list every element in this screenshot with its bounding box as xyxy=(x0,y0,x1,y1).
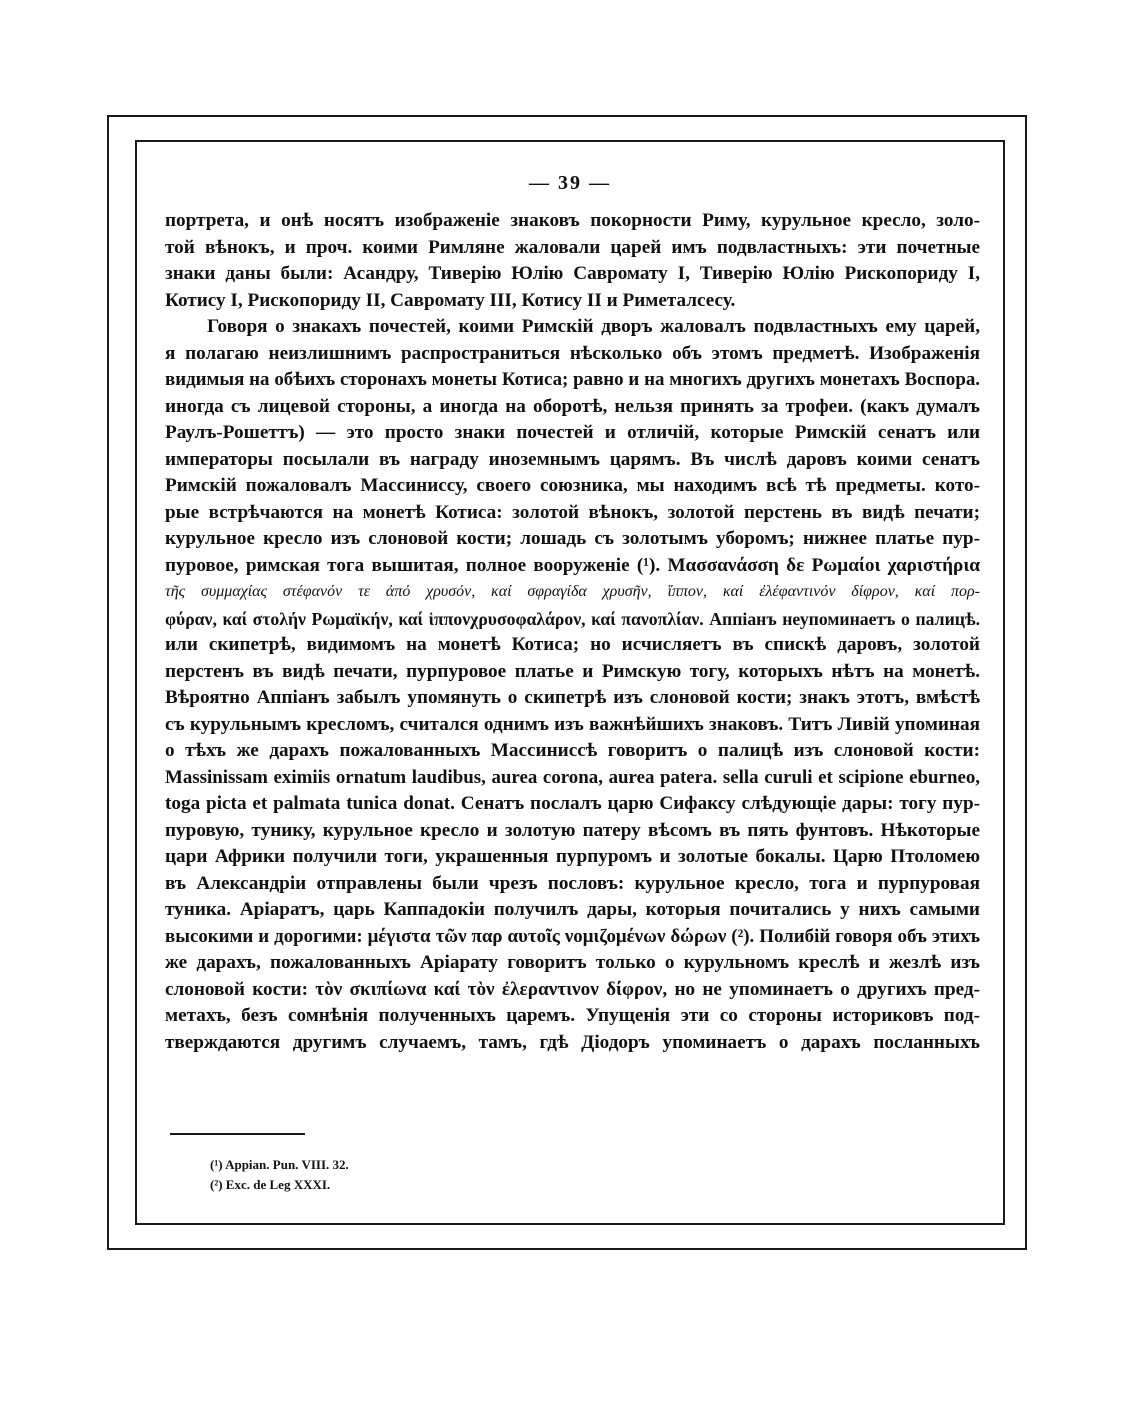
text-line: пуровое, римская тога вышитая, полное вооруженіе (¹). Μασσανάσση δε Ρωμαίοι χαριστήρια xyxy=(165,554,980,576)
text-line: Говоря о знакахъ почестей, коими Римскій дворъ жаловалъ подвластныхъ ему царей, xyxy=(207,316,980,337)
text-line: же дарахъ, пожалованныхъ Аріарату говоритъ только о курульномъ креслѣ и жезлѣ изъ xyxy=(165,952,980,973)
text-line: τῆς συμμαχίας στέφανόν τε ἀπό χρυσόν, καί σφραγίδα χρυσῆν, ἵππον, καί ἐλέφαντινόν δίφρον, καί πορ- xyxy=(165,583,980,600)
text-line: метахъ, безъ сомнѣнія полученныхъ царемъ. Упущенія эти со стороны историковъ под- xyxy=(165,1005,980,1026)
text-line: Вѣроятно Аппіанъ забылъ упомянуть о скипетрѣ изъ слоновой кости; знакъ этотъ, вмѣстѣ xyxy=(165,687,980,708)
text-line: туника. Аріаратъ, царь Каппадокіи получилъ дары, которыя почитались у нихъ самыми xyxy=(165,899,980,920)
text-line: иногда съ лицевой стороны, а иногда на оборотѣ, нельзя принять за трофеи. (какъ думалъ xyxy=(165,395,980,417)
text-line: Котису I, Рископориду II, Савромату III, Котису II и Риметалсесу. xyxy=(165,289,736,311)
text-line: императоры посылали въ награду иноземнымъ царямъ. Въ числѣ даровъ коими сенатъ xyxy=(165,448,980,470)
body-text xyxy=(165,208,980,1056)
text-line: или скипетрѣ, видимомъ на монетѣ Котиса; но исчисляетъ въ спискѣ даровъ, золотой xyxy=(165,634,980,655)
text-line: о тѣхъ же дарахъ пожалованныхъ Массиниссѣ говоритъ о палицѣ изъ слоновой кости: xyxy=(165,740,980,761)
text-line: слоновой кости: τὸν σκιπίωνα καί τὸν ἐλεραντινον δίφρον, но не упоминаетъ о другихъ пред- xyxy=(165,978,980,1000)
text-line: toga picta et palmata tunica donat. Сенатъ послалъ царю Сифаксу слѣдующіе дары: тогу пур- xyxy=(165,793,980,814)
text-line: цари Африки получили тоги, украшенныя пурпуромъ и золотые бокалы. Царю Птоломею xyxy=(165,846,980,867)
text-line: въ Александріи отправлены были чрезъ пословъ: курульное кресло, тога и пурпуровая xyxy=(165,872,980,894)
text-line: рые встрѣчаются на монетѣ Котиса: золотой вѣнокъ, золотой перстень въ видѣ печати; xyxy=(165,501,980,523)
text-line: высокими и дорогими: μέγιστα τῶν παρ αυτοῖς νομιζομένων δώρων (²). Полибій говоря объ этихъ xyxy=(165,925,980,947)
text-line: Римскій пожаловалъ Массиниссу, своего союзника, мы находимъ всѣ тѣ предметы. кото- xyxy=(165,475,980,496)
page-number: — 39 — xyxy=(529,172,611,194)
text-line: я полагаю неизлишнимъ распространиться нѣсколько объ этомъ предметѣ. Изображенія xyxy=(165,342,980,364)
footnotes xyxy=(210,1155,349,1195)
text-line: съ курульнымъ кресломъ, считался однимъ изъ важнѣйшихъ знаковъ. Титъ Ливій упоминая xyxy=(165,713,980,735)
text-line: той вѣнокъ, и проч. коими Римляне жаловали царей имъ подвластныхъ: эти почетные xyxy=(165,236,980,258)
text-line: перстенъ въ видѣ печати, пурпуровое платье и Римскую тогу, которыхъ нѣтъ на монетѣ. xyxy=(165,660,980,682)
text-line: тверждаются другимъ случаемъ, тамъ, гдѣ Діодоръ упоминаетъ о дарахъ посланныхъ xyxy=(165,1031,980,1053)
footnote-1: (¹) Appian. Pun. VIII. 32. xyxy=(210,1157,349,1172)
text-line: Massinissam eximiis ornatum laudibus, aurea corona, aurea patera. sella curuli et scipione eburneo, xyxy=(165,766,980,788)
text-line: видимыя на обѣихъ сторонахъ монеты Котиса; равно и на многихъ другихъ монетахъ Воспора. xyxy=(165,369,980,390)
text-line: пуровую, тунику, курульное кресло и золотую патеру вѣсомъ въ пять фунтовъ. Нѣкоторые xyxy=(165,819,980,841)
text-line: знаки даны были: Асандру, Тиверію Юлію Савромату I, Тиверію Юлію Рископориду I, xyxy=(165,263,980,284)
footnote-divider xyxy=(170,1133,305,1135)
text-line: Раулъ-Рошеттъ) — это просто знаки почестей и отличій, которые Римскій сенатъ или xyxy=(165,422,980,443)
text-line: портрета, и онѣ носятъ изображеніе знаковъ покорности Риму, курульное кресло, золо- xyxy=(165,210,980,231)
footnote-2: (²) Exc. de Leg XXXI. xyxy=(210,1177,331,1192)
text-line: курульное кресло изъ слоновой кости; лошадь съ золотымъ уборомъ; нижнее платье пур- xyxy=(165,528,980,549)
text-line: φύραν, καί στολήν Ρωμαϊκήν, καί ἱππονχρυσοφαλάρον, καί πανοπλίαν. Аппіанъ неупоминаетъ о палицѣ. xyxy=(165,608,980,629)
